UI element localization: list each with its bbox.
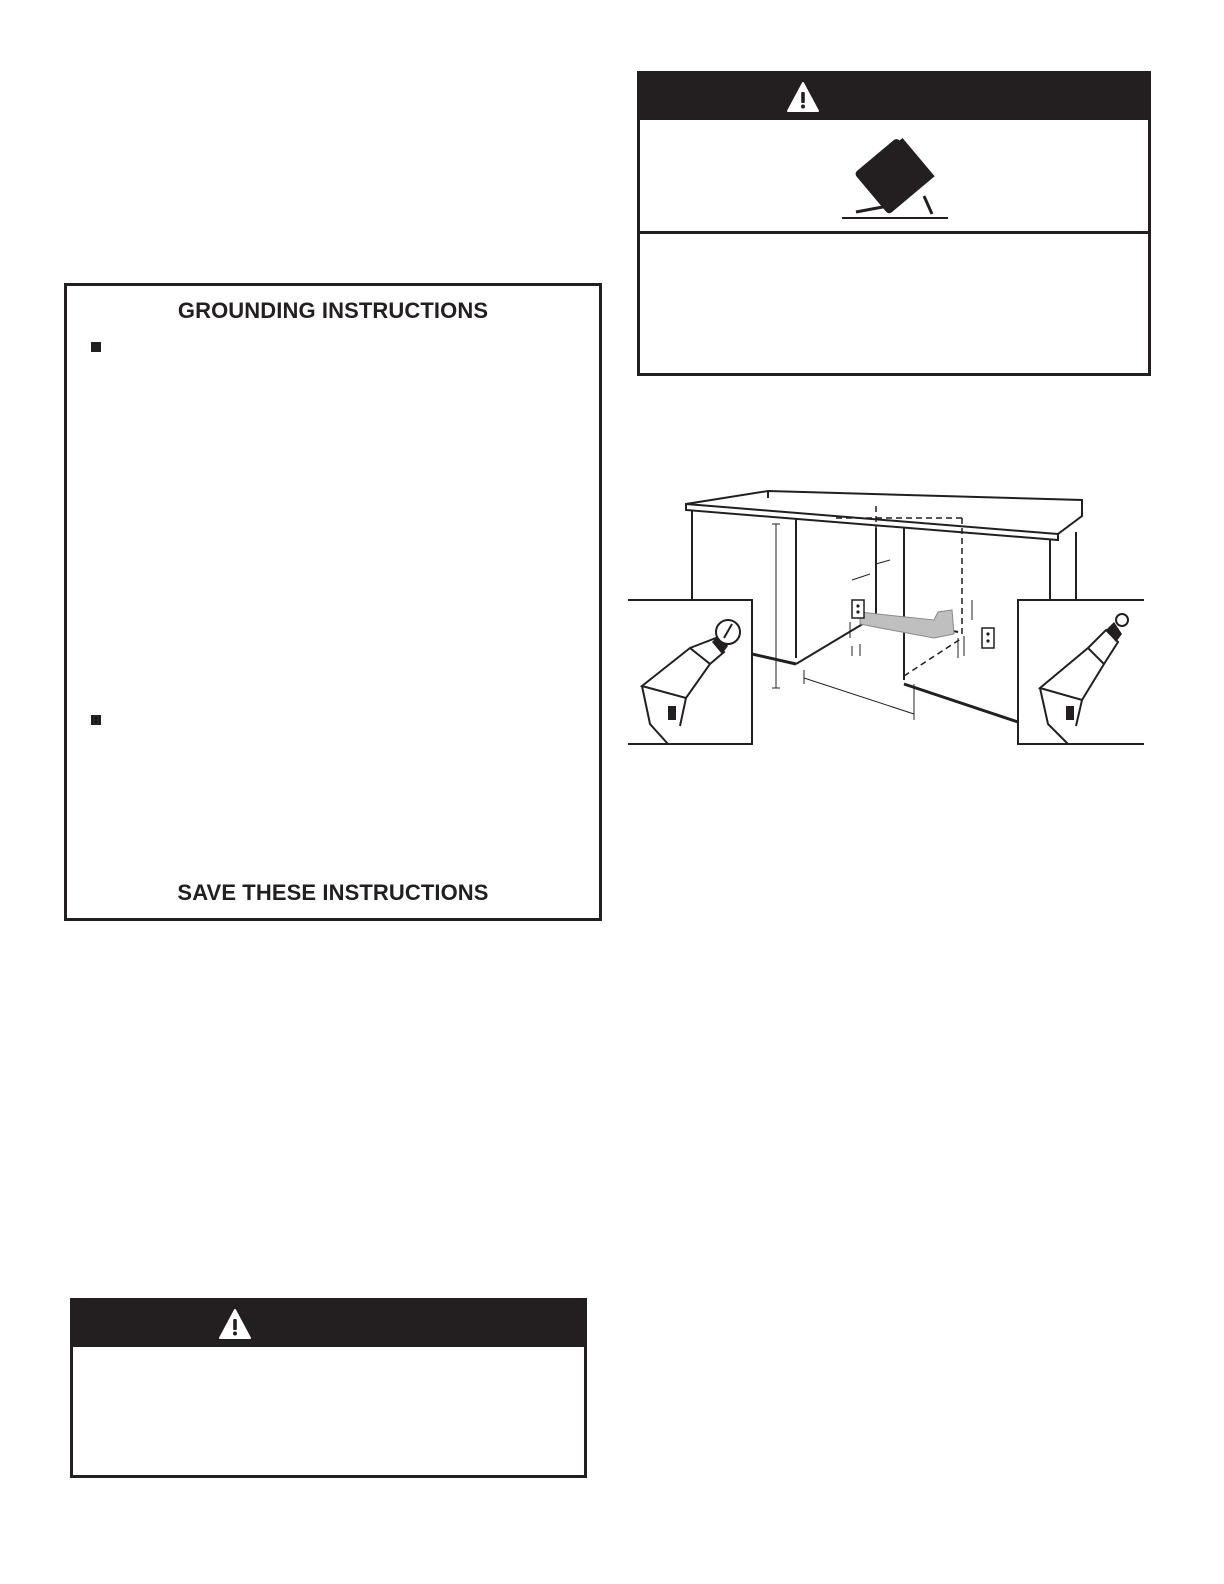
warning-header xyxy=(640,74,1148,120)
bullet-2 xyxy=(91,715,101,725)
warning-triangle-icon xyxy=(786,81,820,113)
tip-over-hazard-icon xyxy=(836,134,956,226)
drill-icon xyxy=(628,600,752,744)
warning-triangle-icon xyxy=(218,1308,252,1340)
bullet-1 xyxy=(91,342,101,352)
warning-header xyxy=(73,1301,584,1347)
grounding-instructions-title: GROUNDING INSTRUCTIONS xyxy=(177,298,489,323)
save-instructions-footer: SAVE THESE INSTRUCTIONS xyxy=(177,880,489,905)
warning-box-tip-over xyxy=(637,71,1151,376)
grounding-instructions-box xyxy=(64,283,602,921)
cabinet-opening-illustration xyxy=(628,488,1144,748)
warning-box-bottom xyxy=(70,1298,587,1478)
warning-divider xyxy=(640,231,1148,234)
drill-icon xyxy=(1018,600,1144,744)
